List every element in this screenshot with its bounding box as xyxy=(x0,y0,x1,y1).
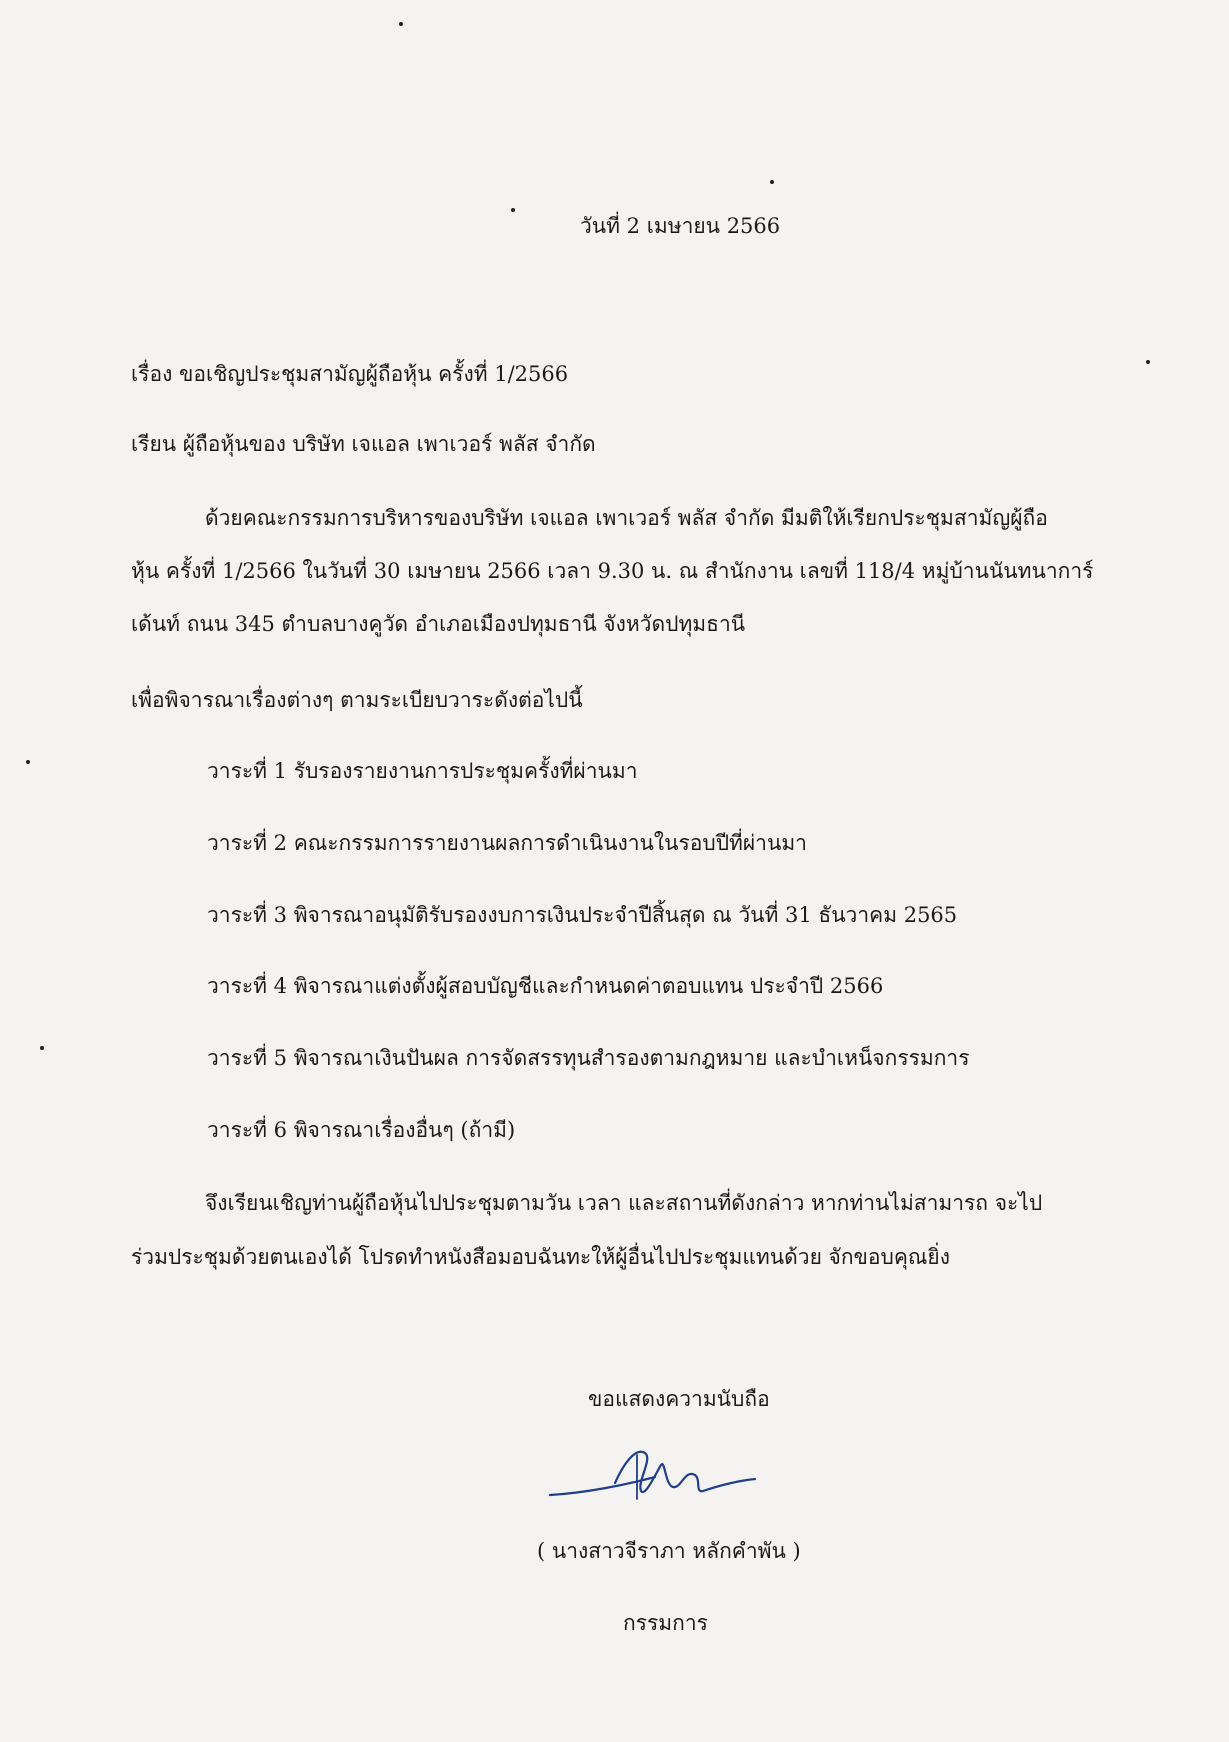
letter-date: วันที่ 2 เมษายน 2566 xyxy=(580,214,781,238)
signer-name: ( นางสาวจีราภา หลักคำพัน ) xyxy=(537,1539,801,1563)
body-line: ด้วยคณะกรรมการบริหารของบริษัท เจแอล เพาเวอร์ พลัส จำกัด มีมติให้เรียกประชุมสามัญผู้ถือ xyxy=(205,506,1048,530)
closing-line: จึงเรียนเชิญท่านผู้ถือหุ้นไปประชุมตามวัน เวลา และสถานที่ดังกล่าว หากท่านไม่สามารถ จะไป xyxy=(205,1191,1043,1215)
agenda-item: วาระที่ 2 คณะกรรมการรายงานผลการดำเนินงานในรอบปีที่ผ่านมา xyxy=(207,831,807,855)
agenda-item: วาระที่ 4 พิจารณาแต่งตั้งผู้สอบบัญชีและกำหนดค่าตอบแทน ประจำปี 2566 xyxy=(207,974,884,998)
scan-speck xyxy=(770,180,774,184)
regards-text: ขอแสดงความนับถือ xyxy=(588,1387,770,1411)
agenda-item: วาระที่ 1 รับรองรายงานการประชุมครั้งที่ผ่านมา xyxy=(207,759,638,783)
body-line: หุ้น ครั้งที่ 1/2566 ในวันที่ 30 เมษายน 2566 เวลา 9.30 น. ณ สำนักงาน เลขที่ 118/4 หมู่บ้านนันทนาการ์ xyxy=(131,559,1094,583)
scan-speck xyxy=(1146,360,1150,364)
body-line: เด้นท์ ถนน 345 ตำบลบางคูวัด อำเภอเมืองปทุมธานี จังหวัดปทุมธานี xyxy=(131,612,746,636)
agenda-item: วาระที่ 3 พิจารณาอนุมัติรับรองงบการเงินประจำปีสิ้นสุด ณ วันที่ 31 ธันวาคม 2565 xyxy=(207,903,958,927)
scan-speck xyxy=(40,1046,44,1050)
scan-speck xyxy=(26,760,30,764)
agenda-item: วาระที่ 5 พิจารณาเงินปันผล การจัดสรรทุนสำรองตามกฎหมาย และบำเหน็จกรรมการ xyxy=(207,1046,970,1070)
closing-line: ร่วมประชุมด้วยตนเองได้ โปรดทำหนังสือมอบฉันทะให้ผู้อื่นไปประชุมแทนด้วย จักขอบคุณยิ่ง xyxy=(131,1245,950,1269)
agenda-item: วาระที่ 6 พิจารณาเรื่องอื่นๆ (ถ้ามี) xyxy=(207,1118,516,1142)
letter-subject: เรื่อง ขอเชิญประชุมสามัญผู้ถือหุ้น ครั้งที่ 1/2566 xyxy=(131,362,569,386)
signer-position: กรรมการ xyxy=(623,1611,708,1635)
scan-speck xyxy=(511,208,515,212)
letter-recipient: เรียน ผู้ถือหุ้นของ บริษัท เจแอล เพาเวอร์ พลัส จำกัด xyxy=(131,432,596,456)
purpose-line: เพื่อพิจารณาเรื่องต่างๆ ตามระเบียบวาระดังต่อไปนี้ xyxy=(131,688,583,712)
scan-speck xyxy=(399,22,403,26)
signature-image xyxy=(545,1435,775,1525)
